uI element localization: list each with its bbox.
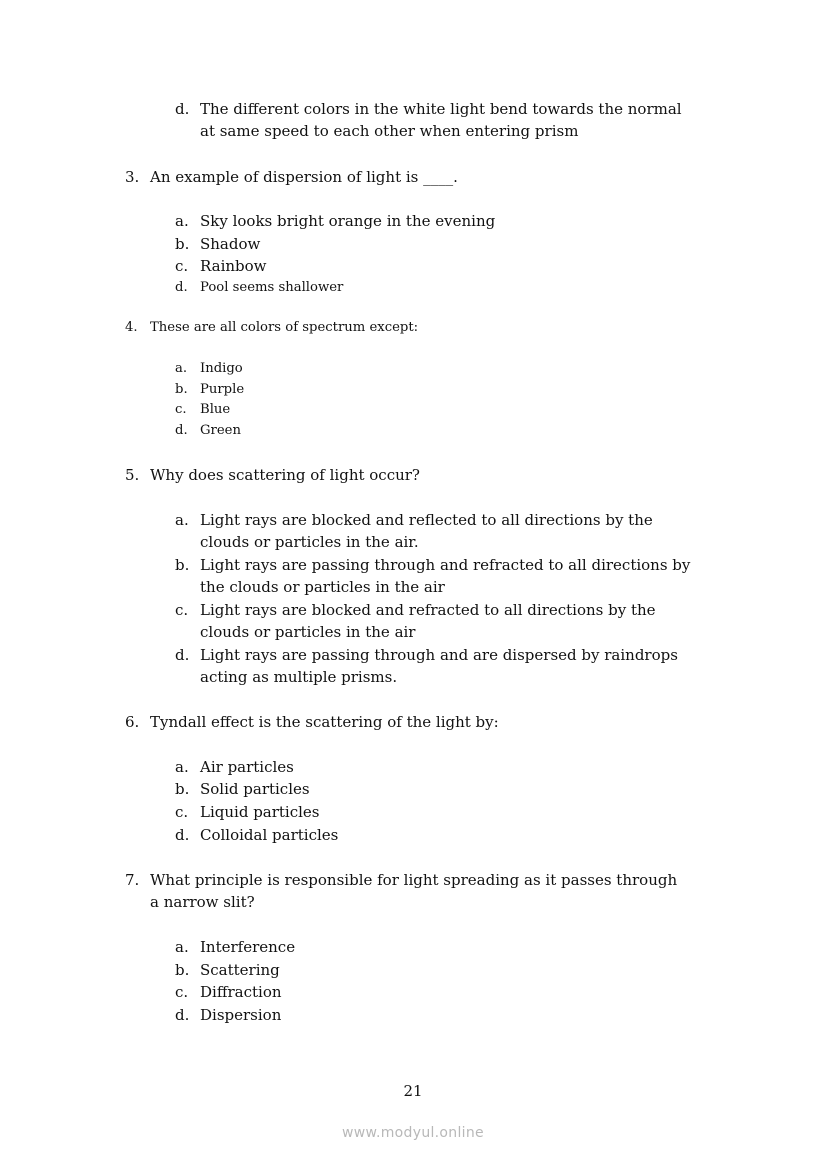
option-text: Purple [200, 382, 245, 397]
option-text: Green [200, 423, 241, 438]
question-text: What principle is responsible for light spreading as it passes through [150, 871, 678, 889]
option-letter: a. [175, 511, 189, 529]
option-text: Rainbow [200, 257, 267, 275]
question-text: Why does scattering of light occur? [150, 466, 420, 484]
option-text: Light rays are blocked and reflected to all directions by the [200, 511, 653, 529]
option-letter: a. [175, 212, 189, 230]
option-text: acting as multiple prisms. [200, 668, 398, 686]
watermark: www.modyul.online [342, 1125, 484, 1141]
option-text: Interference [200, 938, 296, 956]
option-letter: a. [175, 758, 189, 776]
option-text: Indigo [200, 361, 243, 376]
option-text: Scattering [200, 961, 280, 979]
option-text: Dispersion [200, 1006, 282, 1024]
option-letter: b. [175, 235, 190, 253]
option-letter: c. [175, 983, 189, 1001]
option-letter: b. [175, 961, 190, 979]
option-text: the clouds or particles in the air [200, 578, 445, 596]
option-text: clouds or particles in the air. [200, 533, 419, 551]
page-number: 21 [403, 1082, 423, 1100]
option-text: Sky looks bright orange in the evening [200, 212, 496, 230]
question-text: These are all colors of spectrum except: [150, 320, 419, 335]
option-letter: a. [175, 938, 189, 956]
question-number: 5. [125, 466, 140, 484]
option-letter: c. [175, 402, 187, 417]
question-number: 4. [125, 320, 138, 335]
question-number: 7. [125, 871, 140, 889]
option-letter: c. [175, 601, 189, 619]
option-text: Light rays are blocked and refracted to all directions by the [200, 601, 656, 619]
question-number: 3. [125, 168, 140, 186]
option-text: Light rays are passing through and refracted to all directions by [200, 556, 691, 574]
option-text: Solid particles [200, 780, 310, 798]
option-letter: d. [175, 100, 190, 118]
option-letter: b. [175, 556, 190, 574]
option-letter: d. [175, 646, 190, 664]
option-letter: c. [175, 257, 189, 275]
option-letter: d. [175, 826, 190, 844]
option-letter: d. [175, 280, 188, 295]
option-text: Diffraction [200, 983, 282, 1001]
option-letter: a. [175, 361, 188, 376]
option-text: Light rays are passing through and are dispersed by raindrops [200, 646, 678, 664]
option-text: Blue [200, 402, 231, 417]
option-text: Pool seems shallower [200, 280, 344, 295]
option-text: Air particles [200, 758, 294, 776]
option-text: clouds or particles in the air [200, 623, 416, 641]
option-letter: d. [175, 1006, 190, 1024]
question-text: Tyndall effect is the scattering of the light by: [150, 713, 499, 731]
question-text: An example of dispersion of light is ____. [150, 168, 458, 186]
option-text: Colloidal particles [200, 826, 339, 844]
option-letter: b. [175, 382, 188, 397]
question-number: 6. [125, 713, 140, 731]
option-letter: b. [175, 780, 190, 798]
question-text: a narrow slit? [150, 893, 255, 911]
option-text: Shadow [200, 235, 261, 253]
option-text: at same speed to each other when entering prism [200, 122, 579, 140]
option-letter: c. [175, 803, 189, 821]
option-text: Liquid particles [200, 803, 320, 821]
option-text: The different colors in the white light bend towards the normal [200, 100, 682, 118]
option-letter: d. [175, 423, 188, 438]
